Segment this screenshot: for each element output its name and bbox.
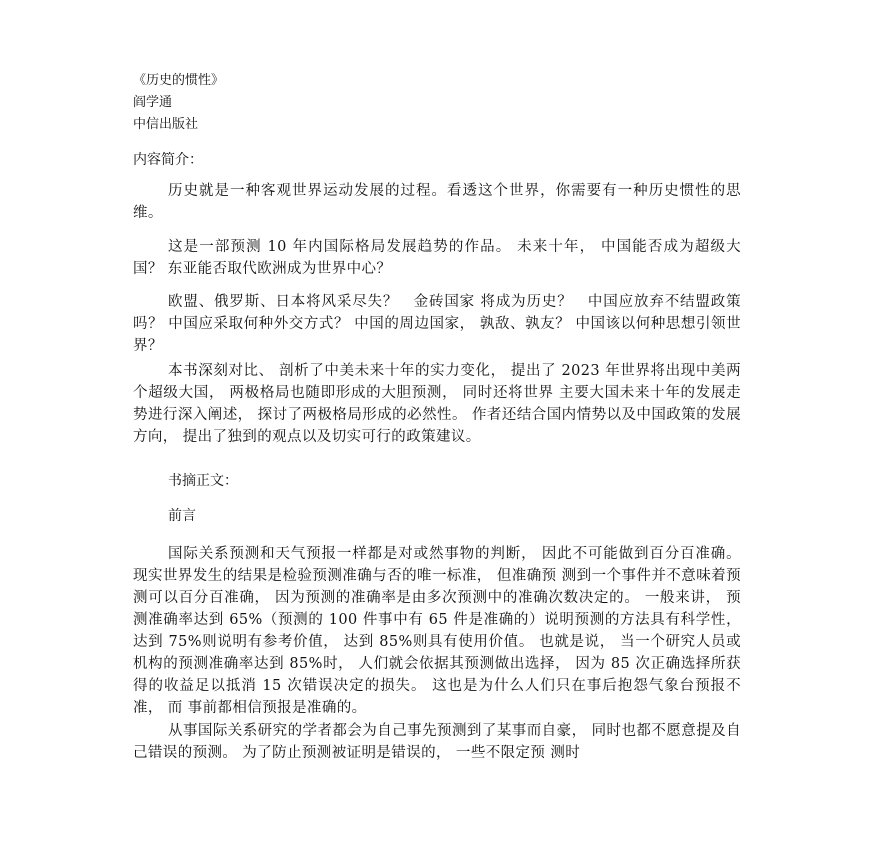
excerpt-paragraph-1: 国际关系预测和天气预报一样都是对或然事物的判断， 因此不可能做到百分百准确。 现实世界发生的结果是检验预测准确与否的唯一标准， 但准确预 测到一个事件并不意味着预测可以百分百准确， 因为预测的准确率是由多次预测中的准确次数决定的。 一般来讲， 预测准确率达到 65%（预测的 100 件事中有 65 件是准确的）说明预测的方法具有科学性， 达到 75%则说明有参考价值， 达到 85%则具有使用价值。 也就是说， 当一个研究人员或机构的预测准确率达到 85%时， 人们就会依据其预测做出选择， 因为 85 次正确选择所获得的收益足以抵消 15 次错误决定的损失。 这也是为什么人们只在事后抱怨气象台预报不准， 而 事前都相信预报是准确的。 — [133, 546, 741, 716]
book-publisher: 中信出版社 — [133, 117, 199, 132]
intro-paragraph-4: 本书深刻对比、 剖析了中美未来十年的实力变化， 提出了 2023 年世界将出现中美两个超级大国， 两极格局也随即形成的大胆预测， 同时还将世界 主要大国未来十年的发展走势进行深入阐述， 探讨了两极格局形成的必然性。 作者还结合国内情势以及中国政策的发展方向， 提出了独到的观点以及切实可行的政策建议。 — [133, 363, 741, 445]
book-author: 阎学通 — [133, 95, 173, 110]
intro-paragraph-3: 欧盟、俄罗斯、日本将风采尽失？ 金砖国家 将成为历史？ 中国应放弃不结盟政策吗？ 中国应采取何种外交方式？ 中国的周边国家， 孰敌、孰友？ 中国该以何种思想引领世界？ — [133, 294, 741, 354]
intro-heading: 内容简介： — [133, 152, 203, 168]
excerpt-paragraph-2: 从事国际关系研究的学者都会为自己事先预测到了某事而自豪， 同时也都不愿意提及自己错误的预测。 为了防止预测被证明是错误的， 一些不限定预 测时 — [133, 723, 741, 761]
intro-paragraph-2: 这是一部预测 10 年内国际格局发展趋势的作品。 未来十年， 中国能否成为超级大国？ 东亚能否取代欧洲成为世界中心？ — [133, 239, 741, 277]
book-title: 《历史的惯性》 — [133, 73, 225, 88]
preface-heading: 前言 — [168, 508, 196, 524]
excerpt-heading: 书摘正文： — [168, 473, 238, 489]
intro-paragraph-1: 历史就是一种客观世界运动发展的过程。看透这个世界，你需要有一种历史惯性的思维。 — [133, 183, 741, 221]
